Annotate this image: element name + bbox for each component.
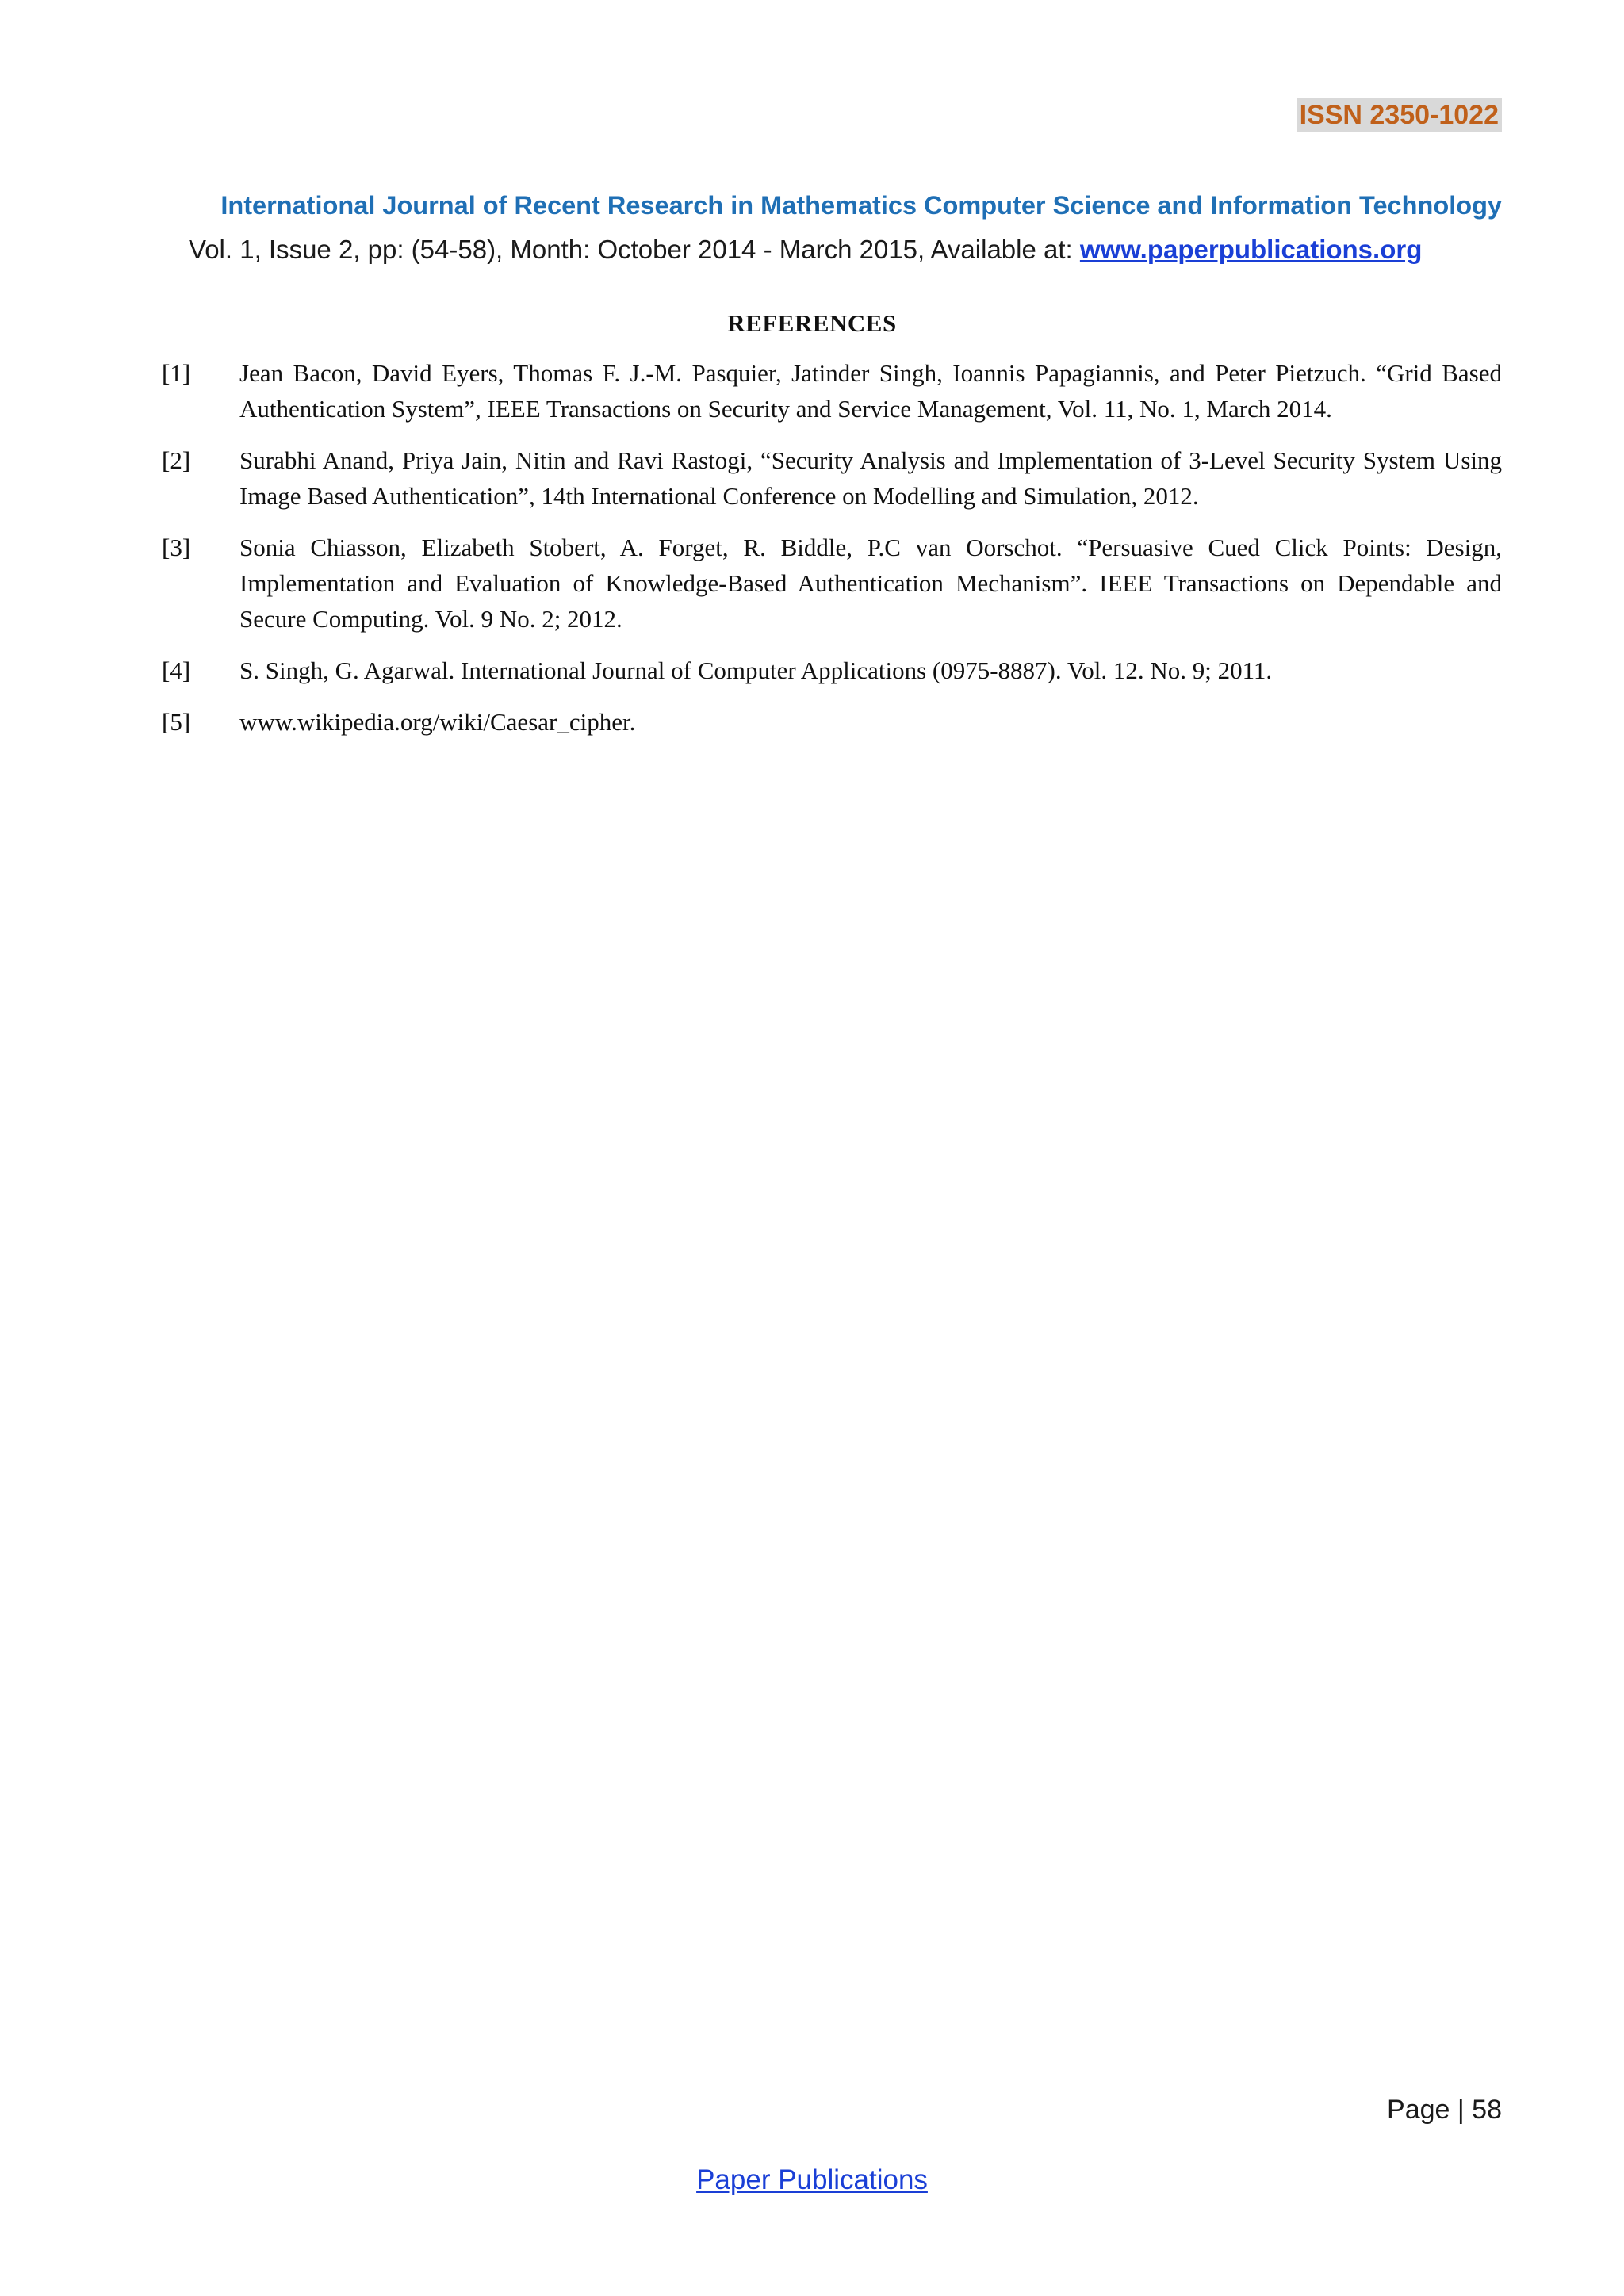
reference-item: [162, 355, 1502, 427]
reference-text: Surabhi Anand, Priya Jain, Nitin and Ravi Rastogi, “Security Analysis and Implementation of 3-Level Security System Using Image Based Authentication”, 14th International Conference on Modelling and Simulation, 2012.: [239, 446, 1502, 510]
journal-meta: [189, 233, 1422, 266]
reference-text: Jean Bacon, David Eyers, Thomas F. J.-M. Pasquier, Jatinder Singh, Ioannis Papagiannis, and Peter Pietzuch. “Grid Based Authentication System”, IEEE Transactions on Security and Service Management, Vol. 11, No. 1, March 2014.: [239, 359, 1502, 423]
reference-item: [162, 652, 1502, 688]
reference-number: [5]: [162, 708, 191, 736]
reference-text: www.wikipedia.org/wiki/Caesar_cipher.: [239, 708, 636, 736]
reference-item: [162, 704, 1502, 740]
reference-item: [162, 530, 1502, 637]
publisher-link[interactable]: Paper Publications: [696, 2164, 928, 2195]
issn-label: ISSN 2350-1022: [1297, 98, 1502, 132]
reference-number: [2]: [162, 446, 191, 474]
references-heading: REFERENCES: [727, 309, 897, 337]
reference-text: S. Singh, G. Agarwal. International Journal of Computer Applications (0975-8887). Vol. 12. No. 9; 2011.: [239, 656, 1273, 684]
reference-number: [3]: [162, 534, 191, 561]
reference-text: Sonia Chiasson, Elizabeth Stobert, A. Forget, R. Biddle, P.C van Oorschot. “Persuasive Cued Click Points: Design, Implementation and Evaluation of Knowledge-Based Authentication Mechanism”. IEEE Transactions on Dependable and Secure Computing. Vol. 9 No. 2; 2012.: [239, 534, 1502, 633]
reference-number: [4]: [162, 656, 191, 684]
reference-item: [162, 442, 1502, 514]
journal-website-link[interactable]: www.paperpublications.org: [1079, 235, 1423, 264]
journal-title: International Journal of Recent Research in Mathematics Computer Science and Information Technology: [220, 191, 1502, 220]
page-number: Page | 58: [1387, 2095, 1502, 2125]
reference-number: [1]: [162, 359, 191, 387]
reference-list: [162, 355, 1502, 756]
journal-meta-text: Vol. 1, Issue 2, pp: (54-58), Month: October 2014 - March 2015, Available at:: [189, 235, 1080, 264]
publisher-footer: [0, 2163, 1624, 2198]
